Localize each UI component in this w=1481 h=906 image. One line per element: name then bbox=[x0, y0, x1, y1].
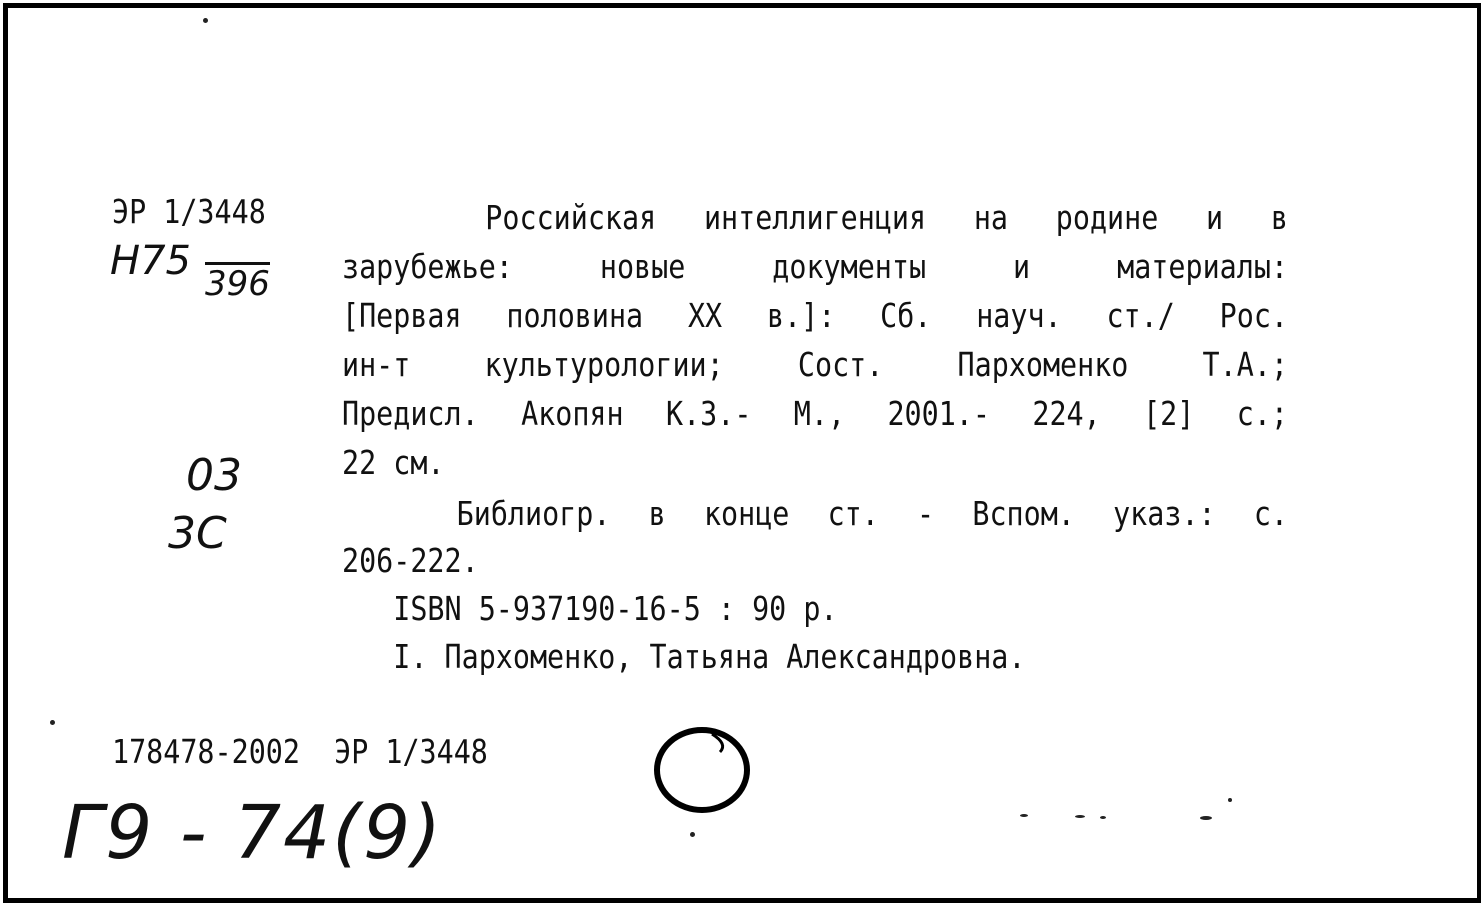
body-line-4: ин-т культурологии; Сост. Пархоменко Т.А.; bbox=[342, 345, 1288, 384]
body-line-5: Предисл. Акопян К.З.- М., 2001.- 224, [2] с.; bbox=[342, 394, 1288, 433]
shelf-mark-bottom: 396 bbox=[205, 264, 270, 304]
speck bbox=[1200, 816, 1212, 820]
call-number: ЭР 1/3448 bbox=[112, 192, 266, 231]
body-line-2: зарубежье: новые документы и материалы: bbox=[342, 247, 1288, 286]
body-line-1: Российская интеллигенция на родине и в bbox=[342, 198, 1288, 237]
handwritten-code-b: 3С bbox=[168, 508, 227, 559]
speck bbox=[690, 832, 695, 837]
speck bbox=[1020, 814, 1028, 817]
body-line-7: Библиогр. в конце ст. - Вспом. указ.: с. bbox=[342, 494, 1288, 533]
body-line-3: [Первая половина XX в.]: Сб. науч. ст./ Рос. bbox=[342, 296, 1288, 335]
speck bbox=[203, 18, 208, 23]
body-line-8: 206-222. bbox=[342, 541, 479, 580]
handwritten-code-a: 03 bbox=[186, 450, 242, 501]
body-line-6: 22 см. bbox=[342, 443, 445, 482]
speck bbox=[50, 720, 55, 725]
handwritten-note: Г9 - 74(9) bbox=[62, 790, 444, 876]
speck bbox=[1100, 816, 1106, 819]
speck bbox=[1228, 798, 1232, 802]
shelf-mark-top: Н75 bbox=[110, 238, 191, 284]
body-line-9: ISBN 5-937190-16-5 : 90 р. bbox=[342, 589, 838, 628]
speck bbox=[1075, 815, 1085, 818]
punch-hole-icon bbox=[650, 722, 760, 822]
accession-number: 178478-2002 ЭР 1/3448 bbox=[112, 732, 488, 771]
body-line-10: I. Пархоменко, Татьяна Александровна. bbox=[342, 637, 1026, 676]
